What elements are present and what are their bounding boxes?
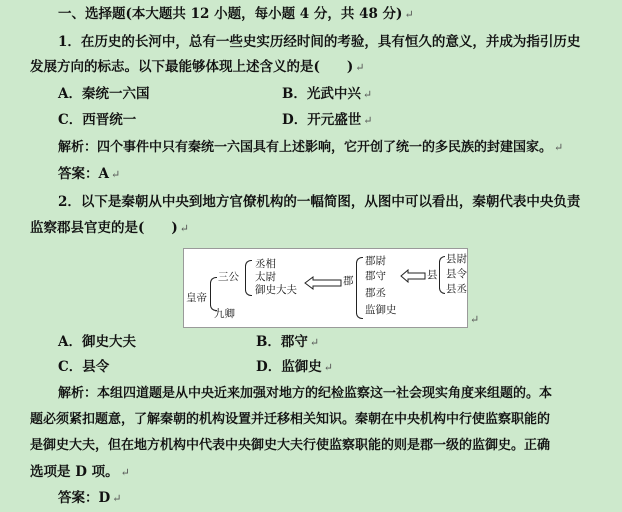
diagram-central-official: 御史大夫 — [255, 284, 297, 296]
diagram-arrow-left-1 — [304, 276, 342, 290]
diagram-emperor: 皇帝 — [186, 292, 207, 304]
q1-option-c: C．西晋统一 — [58, 112, 137, 128]
diagram-bracket-emperor — [210, 277, 217, 311]
diagram-nine-qing: 九卿 — [214, 308, 235, 320]
diagram-county-official: 县令 — [446, 268, 467, 280]
q2-analysis-line2: 题必须紧扣题意，了解秦朝的机构设置并迁移相关知识。秦朝在中央机构中行使监察职能的 — [30, 412, 551, 427]
q1-stem-line2: 发展方向的标志。以下最能够体现上述含义的是( ) ↵ — [30, 59, 365, 75]
diagram-county-official: 县丞 — [446, 283, 467, 295]
diagram-commandery-official: 郡守 — [365, 270, 386, 282]
q2-analysis-line4: 选项是 D 项。 ↵ — [30, 464, 130, 480]
q2-analysis-line3: 是御史大夫，但在地方机构中代表中央御史大夫行使监察职能的则是郡一级的监御史。正确 — [30, 438, 551, 453]
diagram-commandery-official: 监御史 — [365, 304, 397, 316]
q1-analysis: 解析：四个事件中只有秦统一六国具有上述影响，它开创了统一的多民族的封建国家。 ↵ — [58, 140, 564, 155]
diagram-county: 县 — [427, 269, 438, 281]
diagram-bracket-county — [439, 256, 445, 294]
diagram-bracket-commandery — [356, 257, 363, 319]
diagram-commandery-official: 郡尉 — [365, 255, 386, 267]
q2-analysis-line1: 解析：本组四道题是从中央近来加强对地方的纪检监察这一社会现实角度来组题的。本 — [58, 386, 553, 401]
section-title: 一、选择题(本大题共 12 小题，每小题 4 分，共 48 分) ↵ — [58, 6, 414, 22]
q1-option-a: A．秦统一六国 — [58, 86, 150, 102]
q1-stem-line1: 1．在历史的长河中，总有一些史实历经时间的考验，具有恒久的意义，并成为指引历史 — [58, 34, 581, 50]
q1-answer: 答案：A ↵ — [58, 166, 121, 182]
q2-stem-line1: 2．以下是秦朝从中央到地方官僚机构的一幅简图，从图中可以看出，秦朝代表中央负责 — [58, 194, 581, 210]
q2-option-c: C．县令 — [58, 359, 110, 375]
q1-option-b: B．光武中兴 ↵ — [282, 86, 373, 102]
diagram-central-official: 太尉 — [255, 271, 276, 283]
diagram-commandery-official: 郡丞 — [365, 287, 386, 299]
q2-answer: 答案：D ↵ — [58, 490, 122, 506]
diagram-arrow-left-2 — [400, 269, 426, 283]
diagram-county-official: 县尉 — [446, 253, 467, 265]
diagram-bracket-gongs — [245, 260, 252, 296]
bureaucracy-diagram — [183, 248, 468, 328]
q2-option-d: D．监御史 ↵ — [256, 359, 333, 375]
q1-option-d: D．开元盛世 ↵ — [282, 112, 373, 128]
q2-option-b: B．郡守 ↵ — [256, 334, 320, 350]
q2-stem-line2: 监察郡县官吏的是( ) ↵ — [30, 220, 189, 236]
diagram-central-official: 丞相 — [255, 258, 276, 270]
diagram-commandery: 郡 — [343, 275, 354, 287]
q2-option-a: A．御史大夫 — [58, 334, 136, 350]
diagram-three-gongs: 三公 — [218, 271, 239, 283]
